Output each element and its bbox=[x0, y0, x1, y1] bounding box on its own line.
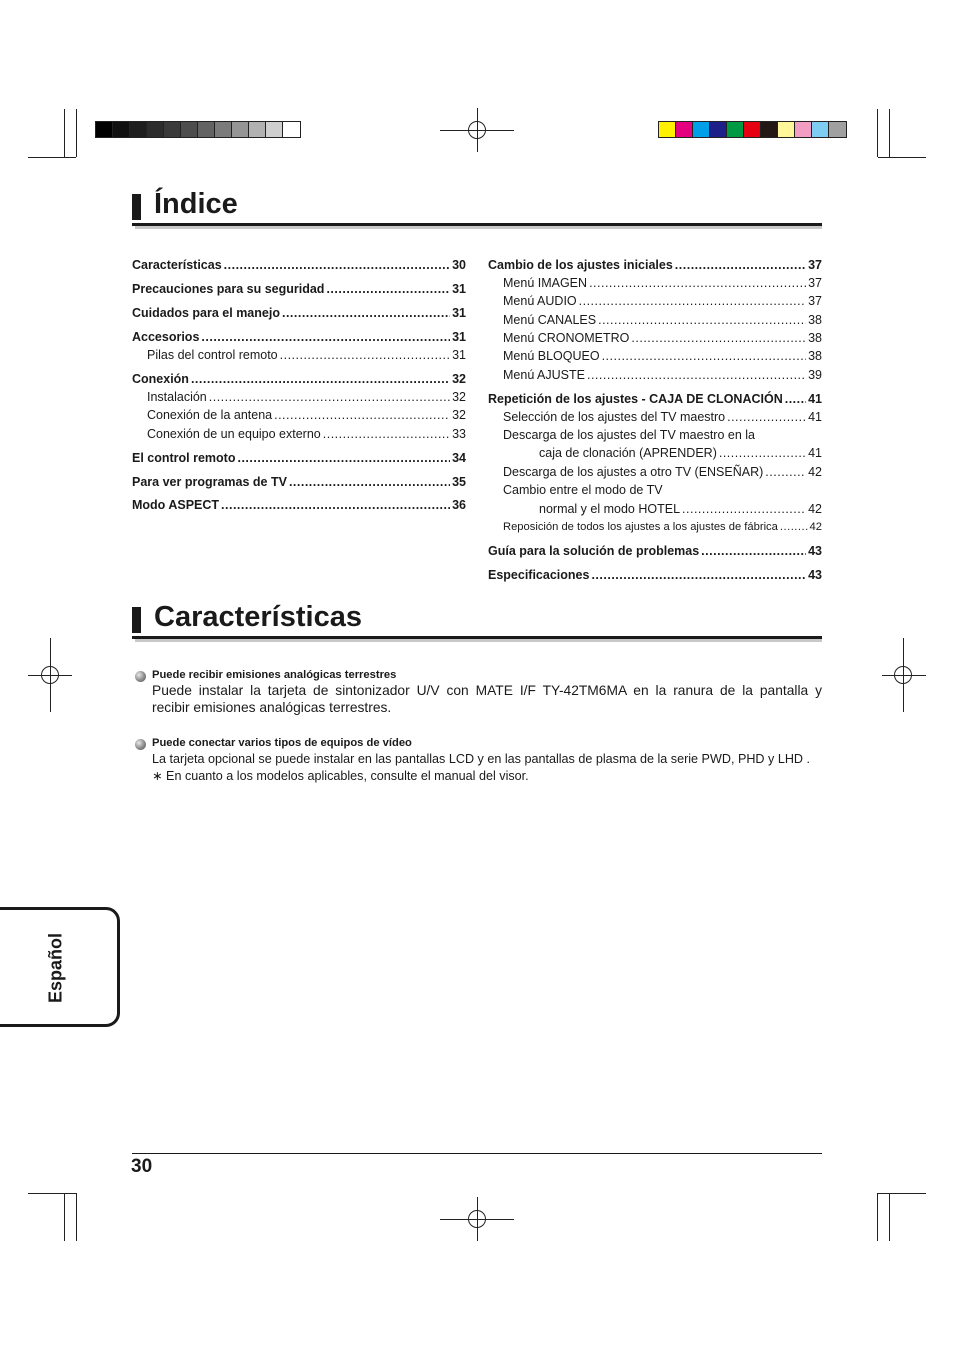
toc-entry-label: Menú CANALES bbox=[503, 313, 597, 327]
toc-entry[interactable] bbox=[132, 257, 466, 273]
toc-leader-dots bbox=[589, 275, 806, 291]
toc-entry-page: 37 bbox=[808, 258, 822, 272]
calibration-swatch bbox=[761, 122, 778, 137]
toc-entry[interactable] bbox=[503, 367, 822, 383]
toc-leader-dots bbox=[282, 305, 450, 321]
toc-entry-label: Guía para la solución de problemas bbox=[488, 544, 700, 558]
toc-entry-label: Para ver programas de TV bbox=[132, 475, 287, 489]
toc-entry-label: normal y el modo HOTEL bbox=[539, 502, 681, 516]
calibration-swatch bbox=[215, 122, 232, 137]
calibration-swatch bbox=[181, 122, 198, 137]
calibration-swatch bbox=[147, 122, 164, 137]
toc-entry-label: Modo ASPECT bbox=[132, 498, 220, 512]
toc-entry-label: Cuidados para el manejo bbox=[132, 306, 280, 320]
toc-entry-page: 42 bbox=[808, 465, 822, 479]
toc-entry[interactable] bbox=[488, 543, 822, 559]
feature-text: Puede instalar la tarjeta de sintonizador U/V con MATE I/F TY-42TM6MA en la ranura de la pantalla y bbox=[152, 683, 822, 698]
toc-entry[interactable] bbox=[147, 426, 466, 442]
toc-leader-dots bbox=[587, 367, 806, 383]
toc-leader-dots bbox=[289, 474, 450, 490]
toc-leader-dots bbox=[602, 348, 807, 364]
calibration-swatch bbox=[795, 122, 812, 137]
footer-rule bbox=[132, 1153, 822, 1154]
toc-entry-page: 41 bbox=[808, 392, 822, 406]
toc-entry[interactable] bbox=[503, 464, 822, 480]
toc-entry-label: Pilas del control remoto bbox=[147, 348, 278, 362]
calibration-swatch bbox=[676, 122, 693, 137]
toc-entry[interactable] bbox=[539, 445, 822, 461]
bullet-icon bbox=[135, 739, 146, 750]
toc-entry-label: Instalación bbox=[147, 390, 207, 404]
toc-entry[interactable] bbox=[503, 348, 822, 364]
toc-leader-dots bbox=[719, 445, 806, 461]
toc-entry[interactable] bbox=[147, 407, 466, 423]
feature-title: Puede conectar varios tipos de equipos de vídeo bbox=[152, 737, 412, 749]
feature-note: ∗ En cuanto a los modelos aplicables, consulte el manual del visor. bbox=[152, 769, 529, 783]
calibration-swatch bbox=[130, 122, 147, 137]
toc-leader-dots bbox=[191, 371, 450, 387]
toc-leader-dots bbox=[631, 330, 806, 346]
toc-leader-dots bbox=[701, 543, 806, 559]
calibration-swatch bbox=[727, 122, 744, 137]
feature-title: Puede recibir emisiones analógicas terrestres bbox=[152, 669, 397, 681]
toc-entry[interactable] bbox=[539, 501, 822, 517]
bullet-icon bbox=[135, 671, 146, 682]
toc-entry-label: Conexión de un equipo externo bbox=[147, 427, 321, 441]
toc-entry-page: 38 bbox=[808, 313, 822, 327]
features-heading-bar bbox=[132, 607, 141, 633]
toc-leader-dots bbox=[579, 293, 806, 309]
toc-entry-page: 31 bbox=[452, 282, 466, 296]
toc-entry-label: Accesorios bbox=[132, 330, 200, 344]
toc-leader-dots bbox=[237, 450, 450, 466]
toc-entry[interactable] bbox=[132, 450, 466, 466]
toc-leader-dots bbox=[326, 281, 450, 297]
toc-entry-label: Repetición de los ajustes - CAJA DE CLONACIÓN bbox=[488, 392, 783, 406]
toc-leader-dots bbox=[221, 497, 450, 513]
toc-entry-page: 30 bbox=[452, 258, 466, 272]
feature-text: recibir emisiones analógicas terrestres. bbox=[152, 700, 392, 715]
toc-entry[interactable] bbox=[132, 371, 466, 387]
toc-entry-page: 41 bbox=[808, 410, 822, 424]
toc-entry[interactable] bbox=[132, 497, 466, 513]
toc-entry-page: 33 bbox=[452, 427, 466, 441]
feature-text: La tarjeta opcional se puede instalar en las pantallas LCD y en las pantallas de plasma de la serie PWD, PHD y LHD . bbox=[152, 752, 811, 766]
toc-entry[interactable] bbox=[132, 474, 466, 490]
toc-entry-label: Selección de los ajustes del TV maestro bbox=[503, 410, 726, 424]
calibration-swatch bbox=[283, 122, 300, 137]
toc-entry[interactable] bbox=[503, 275, 822, 291]
toc-entry-page: 31 bbox=[452, 348, 466, 362]
toc-entry[interactable] bbox=[132, 281, 466, 297]
toc-entry-page: 38 bbox=[808, 349, 822, 363]
calibration-swatch bbox=[198, 122, 215, 137]
language-tab-label: Español bbox=[45, 932, 66, 1004]
toc-entry-page: 35 bbox=[452, 475, 466, 489]
toc-entry[interactable] bbox=[147, 347, 466, 363]
calibration-swatch bbox=[164, 122, 181, 137]
toc-entry-label: Menú AUDIO bbox=[503, 294, 577, 308]
toc-entry-label: El control remoto bbox=[132, 451, 236, 465]
calibration-swatch bbox=[710, 122, 727, 137]
index-heading-bar bbox=[132, 194, 141, 220]
toc-entry-label: Reposición de todos los ajustes a los ajustes de fábrica bbox=[503, 521, 778, 533]
calibration-swatch bbox=[266, 122, 283, 137]
toc-entry-label: Menú AJUSTE bbox=[503, 368, 585, 382]
toc-entry-label: Especificaciones bbox=[488, 568, 590, 582]
toc-entry-label: Cambio de los ajustes iniciales bbox=[488, 258, 673, 272]
page-number: 30 bbox=[131, 1156, 153, 1177]
toc-leader-dots bbox=[765, 464, 806, 480]
grayscale-calibration-bar bbox=[95, 121, 301, 138]
color-calibration-bar bbox=[658, 121, 847, 138]
calibration-swatch bbox=[96, 122, 113, 137]
toc-entry-label: Características bbox=[132, 258, 222, 272]
calibration-swatch bbox=[249, 122, 266, 137]
toc-entry-page: 32 bbox=[452, 390, 466, 404]
toc-entry-text: Cambio entre el modo de TV bbox=[503, 483, 663, 497]
calibration-swatch bbox=[693, 122, 710, 137]
toc-entry-page: 32 bbox=[452, 372, 466, 386]
toc-entry-page: 43 bbox=[808, 568, 822, 582]
calibration-swatch bbox=[744, 122, 761, 137]
toc-entry[interactable] bbox=[147, 389, 466, 405]
toc-entry-page: 31 bbox=[452, 330, 466, 344]
toc-leader-dots bbox=[274, 407, 450, 423]
toc-leader-dots bbox=[323, 426, 450, 442]
features-title: Características bbox=[154, 601, 362, 633]
toc-entry[interactable] bbox=[488, 257, 822, 273]
toc-entry-label: Menú CRONOMETRO bbox=[503, 331, 630, 345]
toc-entry[interactable] bbox=[503, 330, 822, 346]
toc-entry-page: 43 bbox=[808, 544, 822, 558]
toc-entry-label: Menú IMAGEN bbox=[503, 276, 588, 290]
toc-entry-label: Menú BLOQUEO bbox=[503, 349, 600, 363]
toc-entry-label: Conexión de la antena bbox=[147, 408, 273, 422]
toc-leader-dots bbox=[682, 501, 806, 517]
toc-leader-dots bbox=[780, 519, 808, 535]
toc-entry-label: Descarga de los ajustes a otro TV (ENSEÑAR) bbox=[503, 465, 764, 479]
toc-leader-dots bbox=[785, 391, 806, 407]
toc-entry-page: 39 bbox=[808, 368, 822, 382]
calibration-swatch bbox=[113, 122, 130, 137]
toc-entry-page: 42 bbox=[809, 521, 822, 533]
toc-entry[interactable] bbox=[488, 391, 822, 407]
toc-leader-dots bbox=[591, 567, 806, 583]
calibration-swatch bbox=[778, 122, 795, 137]
toc-entry-text: Descarga de los ajustes del TV maestro en la bbox=[503, 428, 755, 442]
toc-leader-dots bbox=[224, 257, 450, 273]
toc-entry[interactable] bbox=[503, 409, 822, 425]
toc-entry[interactable] bbox=[132, 329, 466, 345]
calibration-swatch bbox=[659, 122, 676, 137]
toc-entry[interactable] bbox=[503, 519, 822, 535]
index-title: Índice bbox=[154, 188, 238, 220]
toc-entry[interactable] bbox=[132, 305, 466, 321]
toc-leader-dots bbox=[201, 329, 450, 345]
toc-entry-label: caja de clonación (APRENDER) bbox=[539, 446, 717, 460]
toc-entry-page: 36 bbox=[452, 498, 466, 512]
calibration-swatch bbox=[232, 122, 249, 137]
toc-leader-dots bbox=[280, 347, 450, 363]
toc-leader-dots bbox=[209, 389, 450, 405]
calibration-swatch bbox=[829, 122, 846, 137]
toc-entry[interactable] bbox=[503, 293, 822, 309]
toc-entry-label: Precauciones para su seguridad bbox=[132, 282, 325, 296]
calibration-swatch bbox=[812, 122, 829, 137]
toc-entry-label: Conexión bbox=[132, 372, 189, 386]
toc-entry[interactable] bbox=[488, 567, 822, 583]
toc-entry-page: 42 bbox=[808, 502, 822, 516]
toc-leader-dots bbox=[598, 312, 806, 328]
toc-entry-page: 37 bbox=[808, 276, 822, 290]
toc-entry-page: 31 bbox=[452, 306, 466, 320]
toc-leader-dots bbox=[675, 257, 806, 273]
toc-entry-page: 34 bbox=[452, 451, 466, 465]
toc-leader-dots bbox=[727, 409, 806, 425]
toc-entry-page: 32 bbox=[452, 408, 466, 422]
toc-entry-page: 41 bbox=[808, 446, 822, 460]
toc-entry[interactable] bbox=[503, 312, 822, 328]
toc-entry-page: 38 bbox=[808, 331, 822, 345]
toc-entry-page: 37 bbox=[808, 294, 822, 308]
